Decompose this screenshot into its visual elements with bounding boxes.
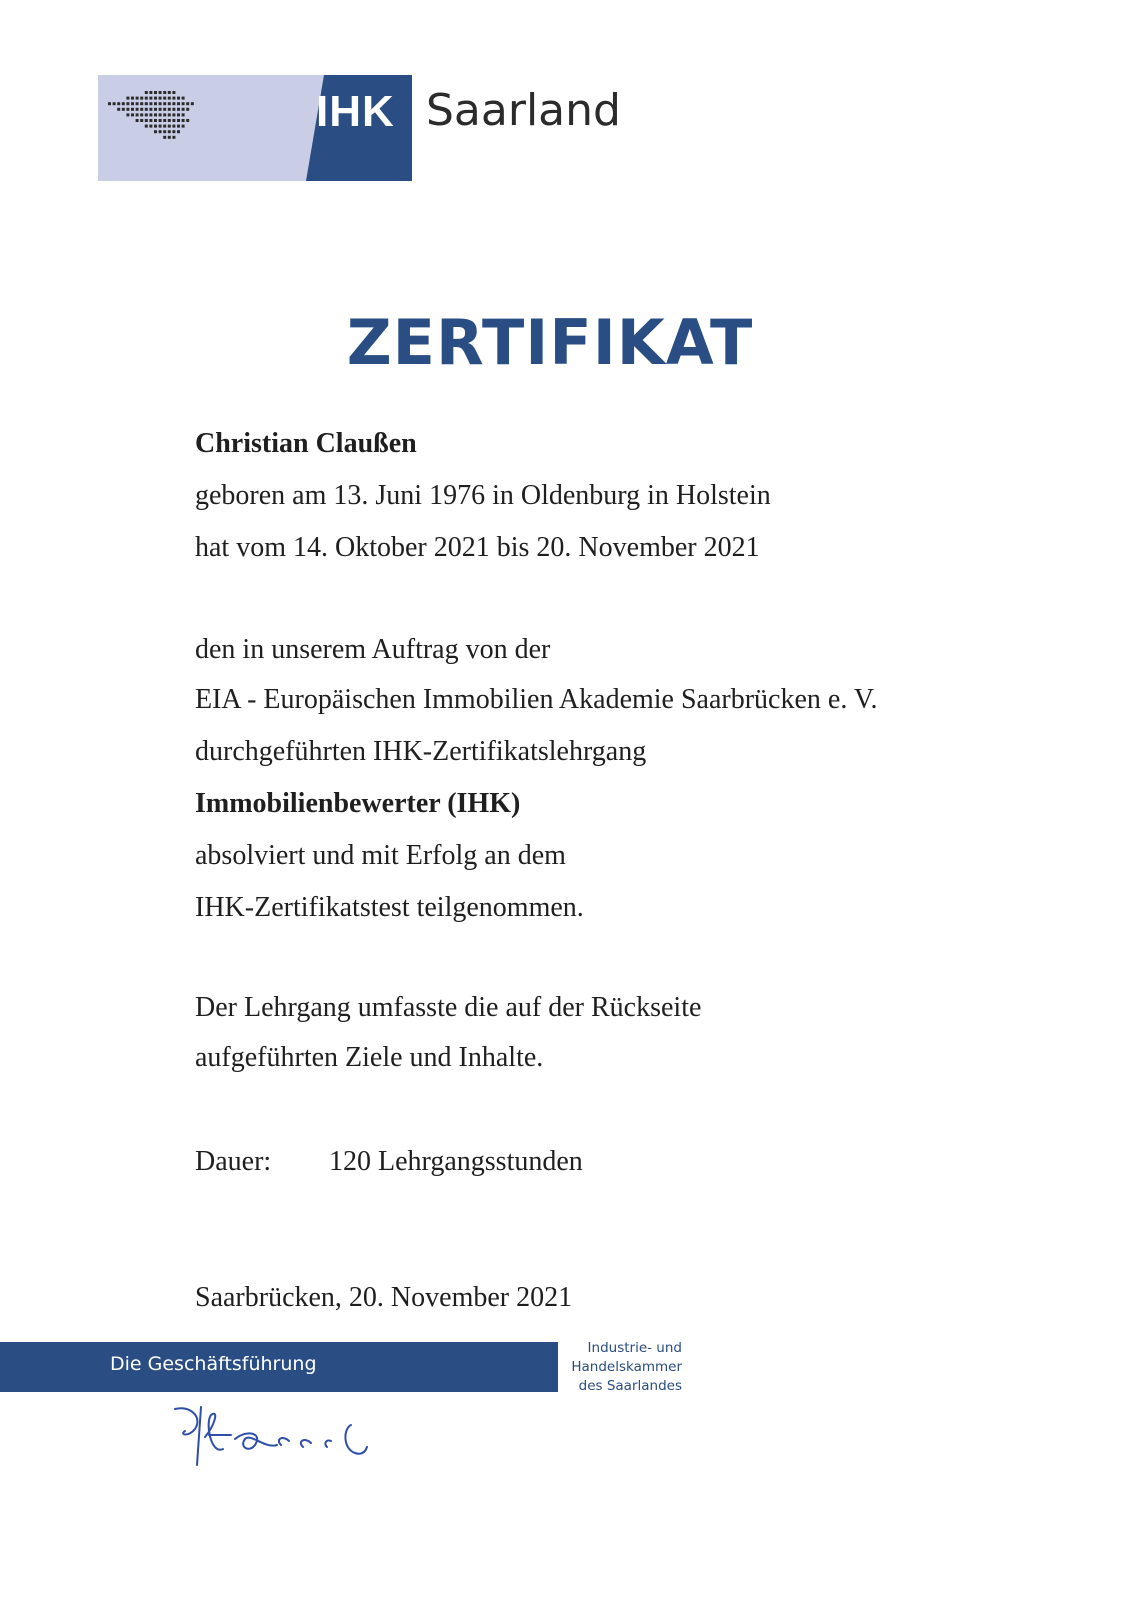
saarland-map-icon [108,91,198,165]
course-result-2: IHK-Zertifikatstest teilgenommen. [195,892,584,923]
duration-value: 120 Lehrgangsstunden [329,1146,583,1177]
chamber-line-1: Industrie- und [587,1340,682,1356]
duration-label: Dauer: [195,1146,272,1177]
recipient-birth: geboren am 13. Juni 1976 in Oldenburg in Holstein [195,480,771,511]
logo-ihk-text: IHK [316,87,395,136]
course-name: Immobilienbewerter (IHK) [195,788,521,819]
chamber-name [560,1339,682,1396]
footer-band [0,1342,558,1392]
ihk-saarland-logo [98,75,621,181]
course-intro: den in unserem Auftrag von der [195,634,551,665]
recipient-name: Christian Claußen [195,428,417,459]
page-title: ZERTIFIKAT [346,306,754,379]
management-label: Die Geschäftsführung [110,1353,317,1375]
logo-light-panel [98,75,306,181]
contents-line-2: aufgeführten Ziele und Inhalte. [195,1042,544,1073]
place-date: Saarbrücken, 20. November 2021 [195,1282,573,1313]
course-result-1: absolviert und mit Erfolg an dem [195,840,566,871]
chamber-line-3: des Saarlandes [578,1378,682,1394]
course-type: durchgeführten IHK-Zertifikatslehrgang [195,736,647,767]
logo-region-text: Saarland [426,85,621,136]
course-provider: EIA - Europäischen Immobilien Akademie Saarbrücken e. V. [195,684,878,715]
course-period: hat vom 14. Oktober 2021 bis 20. November 2021 [195,532,760,563]
chamber-line-2: Handelskammer [571,1359,682,1375]
contents-line-1: Der Lehrgang umfasste die auf der Rückseite [195,992,702,1023]
signature-image [165,1395,425,1485]
